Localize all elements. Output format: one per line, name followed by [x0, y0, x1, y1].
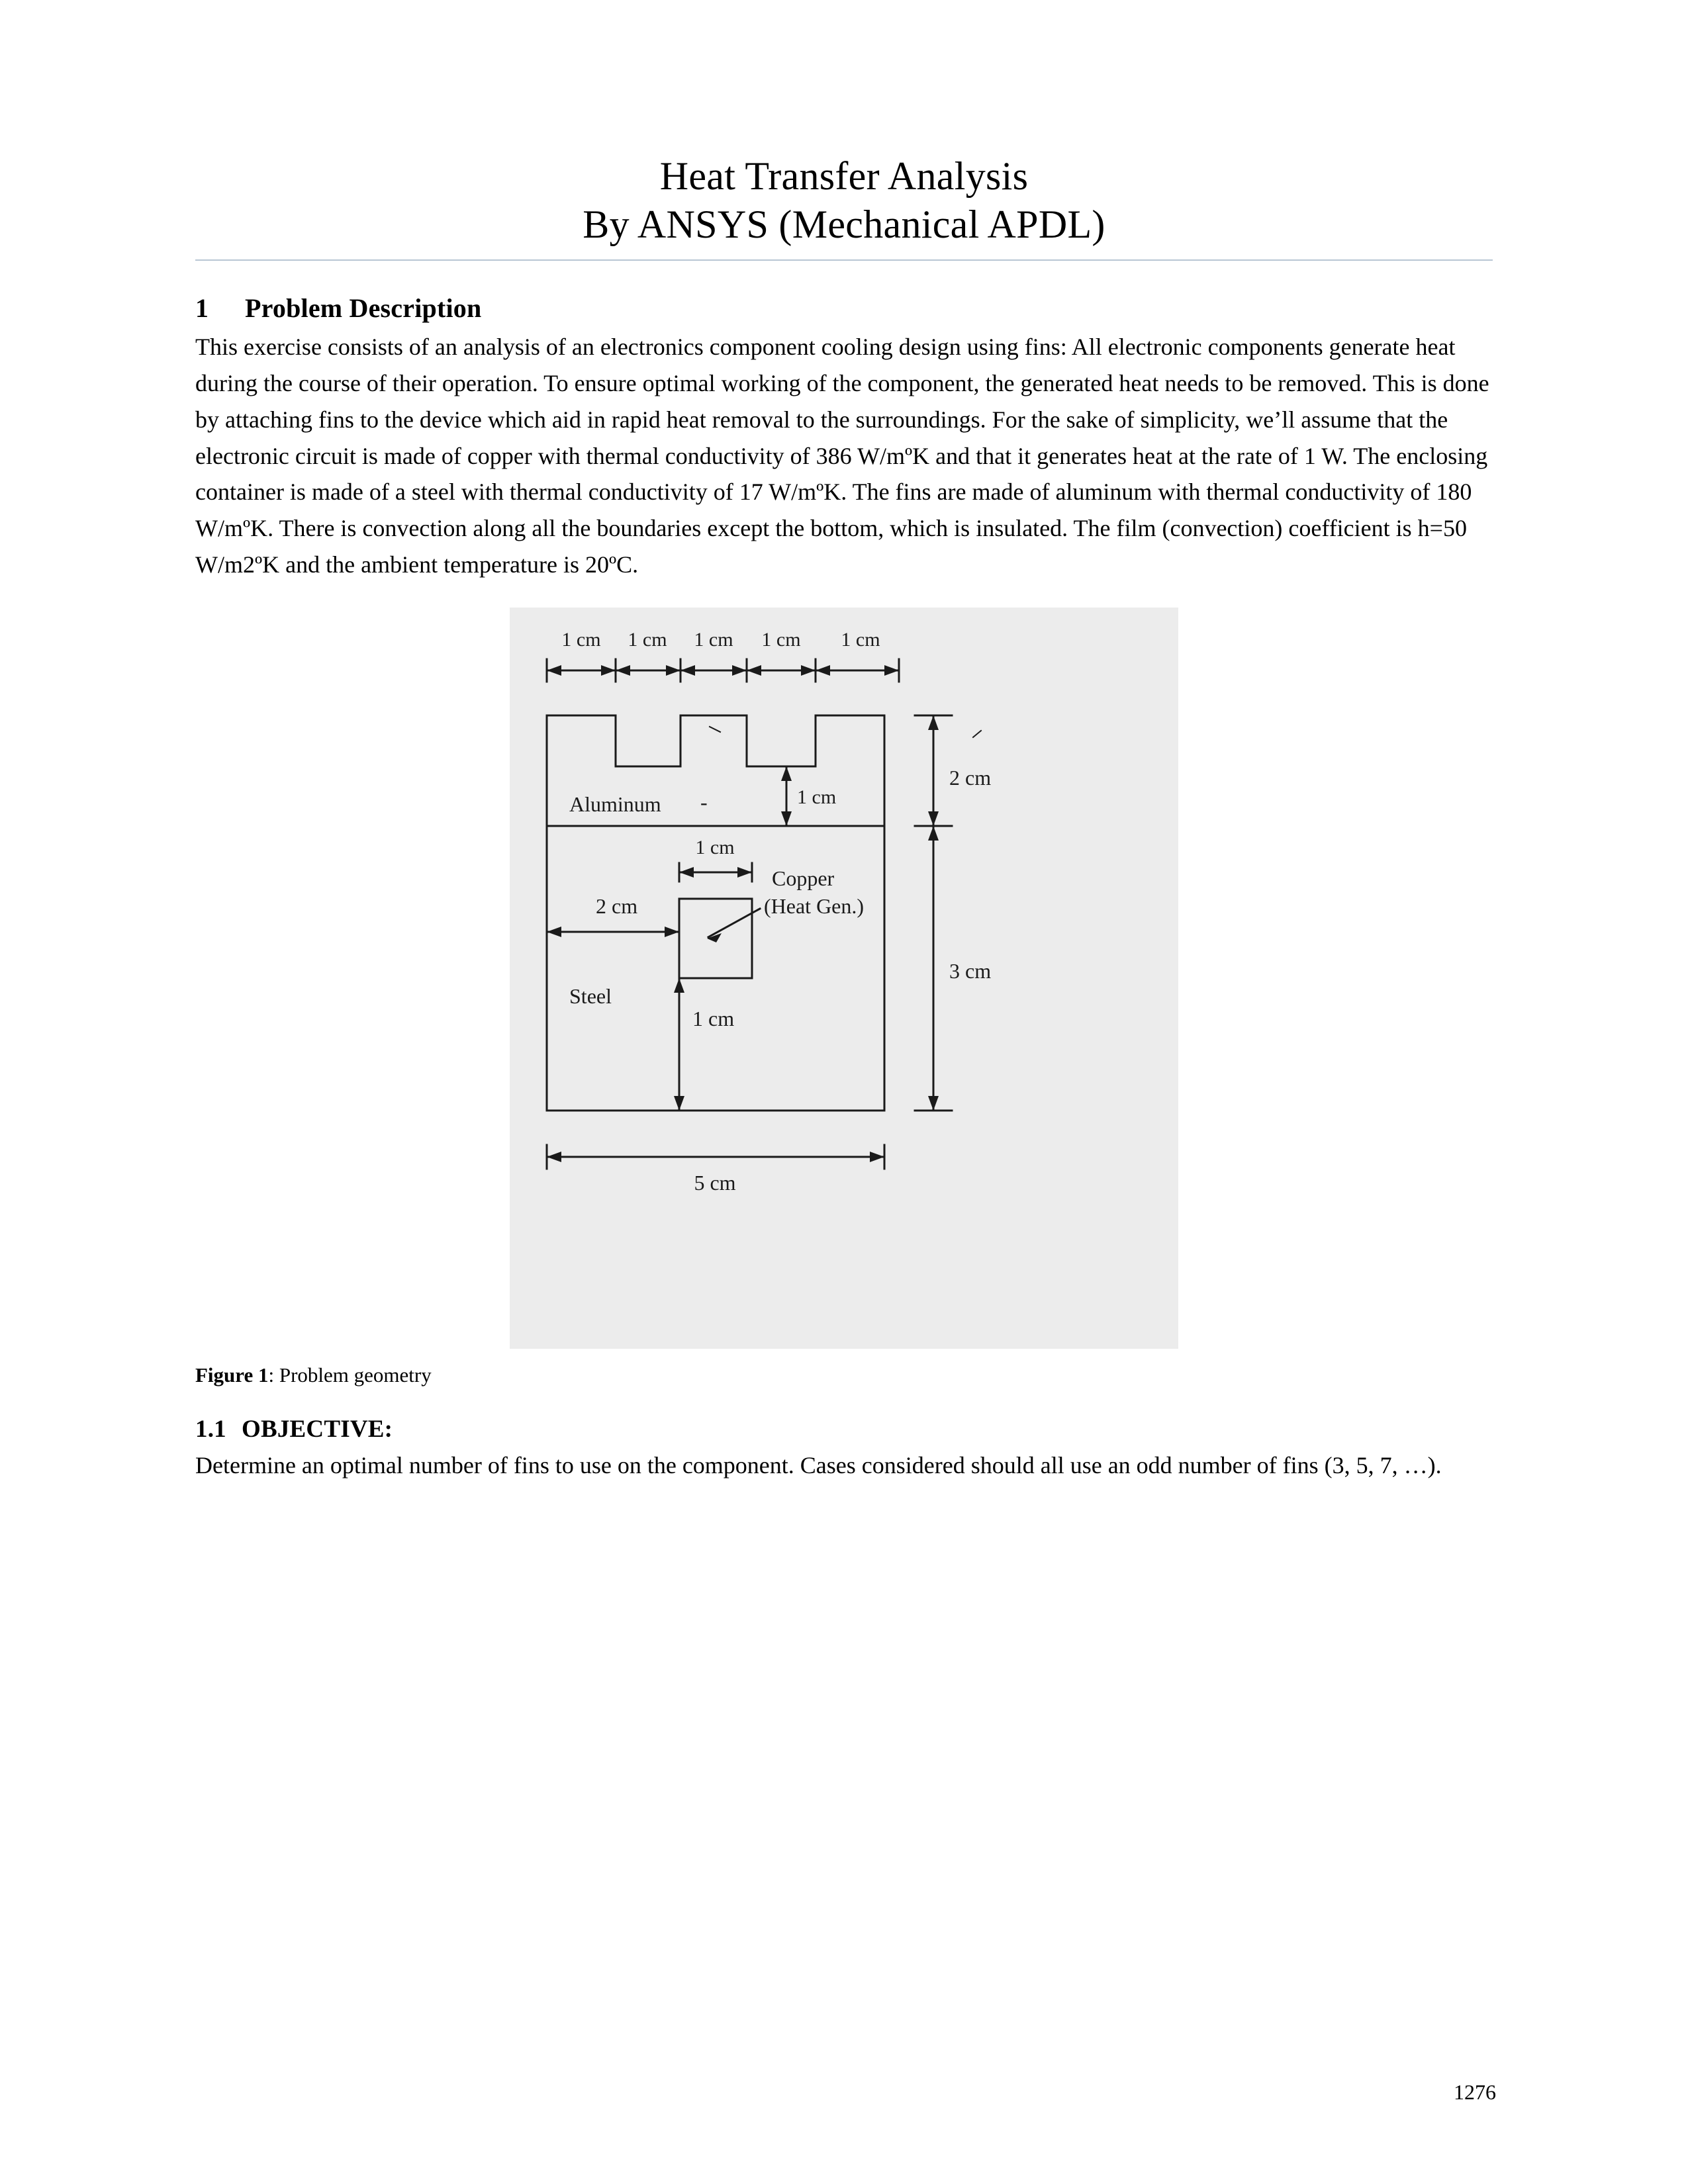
label-aluminum: Aluminum [569, 792, 661, 817]
figure-1-caption-text: : Problem geometry [268, 1363, 432, 1387]
document-title [195, 152, 1493, 249]
section-1-number: 1 [195, 293, 209, 324]
dim-copper-gap: 1 cm [692, 1007, 735, 1031]
section-1-1-heading [195, 1415, 1493, 1443]
dim-total-width: 5 cm [694, 1171, 736, 1195]
title-divider [195, 259, 1493, 261]
section-1-1-title: OBJECTIVE: [242, 1416, 393, 1443]
label-copper-note: (Heat Gen.) [764, 894, 865, 919]
section-1-1-paragraph: Determine an optimal number of fins to use on the component. Cases considered should all use an odd number of fins (3, 5, 7, …). [195, 1452, 1442, 1479]
dim-copper-width: 1 cm [695, 837, 735, 859]
figure-1-caption-label: Figure 1 [195, 1363, 269, 1387]
dim-top-5: 1 cm [841, 629, 880, 651]
dim-upper-height: 2 cm [949, 766, 992, 790]
svg-text:-: - [700, 790, 708, 815]
section-1-1-number: 1.1 [195, 1416, 226, 1443]
problem-geometry-drawing [510, 608, 1178, 1349]
section-1-paragraph: This exercise consists of an analysis of an electronics component cooling design using fins: All electronic components generate heat during the course of their operation. To ensure optimal working of the component, the generated heat needs to be removed. This is done by attaching fins to the device which aid in rapid heat removal to the surroundings. For the sake of simplicity, we’ll assume that the electronic circuit is made of copper with thermal conductivity of 386 W/mºK and that it generates heat at the rate of 1 W. The enclosing container is made of a steel with thermal conductivity of 17 W/mºK. The fins are made of aluminum with thermal conductivity of 180 W/mºK. There is convection along all the boundaries except the bottom, which is insulated. The film (convection) coefficient is h=50 W/m2ºK and the ambient temperature is 20ºC. [195, 334, 1489, 578]
dim-top-2: 1 cm [628, 629, 667, 651]
dim-top-1: 1 cm [561, 629, 601, 651]
section-1-title: Problem Description [245, 293, 482, 324]
dim-top-3: 1 cm [694, 629, 733, 651]
dim-left-2cm: 2 cm [596, 894, 638, 919]
figure-1-caption [195, 1363, 1493, 1387]
title-line-1: Heat Transfer Analysis [659, 154, 1029, 198]
page-number: 1276 [1454, 2080, 1496, 2104]
label-steel: Steel [569, 984, 612, 1009]
page-content [195, 152, 1493, 1484]
dim-lower-height: 3 cm [949, 959, 992, 983]
figure-1-image [510, 608, 1178, 1349]
dim-fin-height: 1 cm [797, 786, 837, 809]
title-line-2: By ANSYS (Mechanical APDL) [583, 203, 1105, 247]
section-1-heading [195, 293, 1493, 324]
label-copper: Copper [772, 866, 835, 891]
dim-top-4: 1 cm [761, 629, 801, 651]
figure-1-wrapper [195, 608, 1493, 1349]
